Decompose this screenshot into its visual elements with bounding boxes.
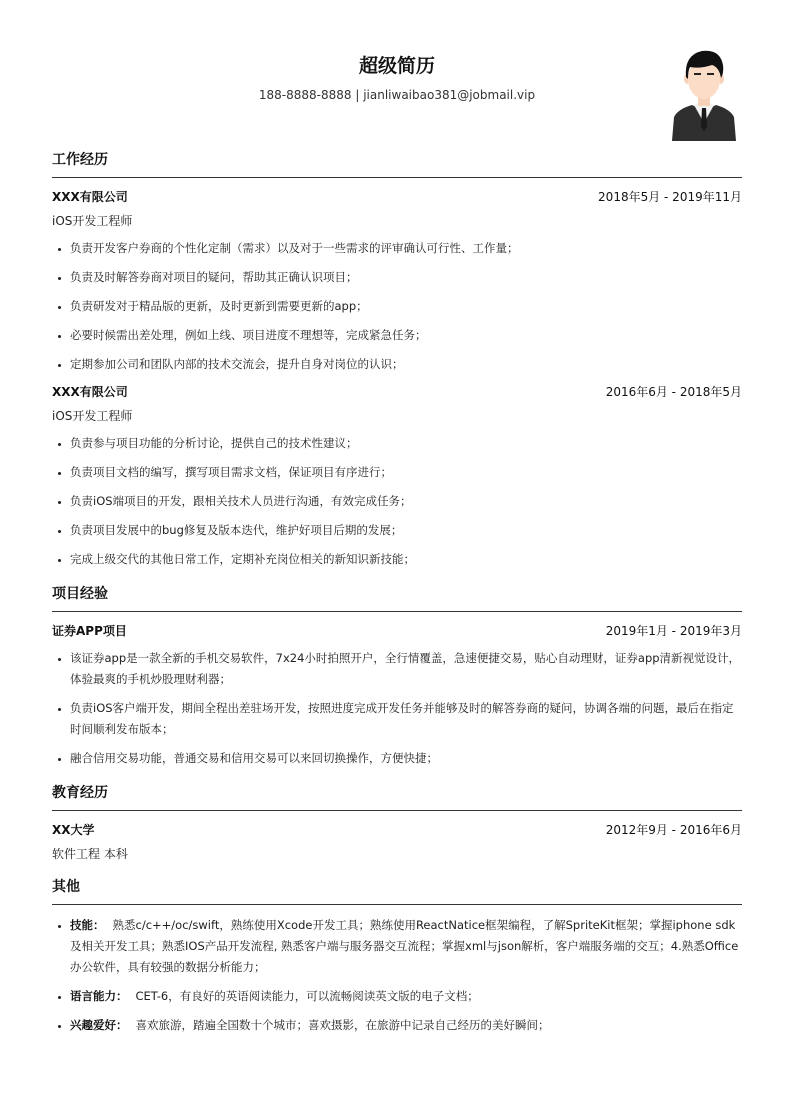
- major-degree: 软件工程 本科: [52, 847, 128, 861]
- list-item: [70, 1015, 742, 1036]
- list-item: [70, 986, 742, 1007]
- list-item: • 负责iOS客户端开发，期间全程出差驻场开发，按照进度完成开发任务并能够及时的解答券商的疑问，协调各端的问题，最后在指定时间顺利发布版本；: [70, 698, 742, 740]
- item-label: 兴趣爱好：: [70, 1018, 128, 1032]
- list-item: • 负责及时解答券商对项目的疑问，帮助其正确认识项目；: [70, 267, 742, 288]
- contact-info: 188-8888-8888 | jianliwaibao381@jobmail.vip: [258, 88, 536, 102]
- company-name: XXX有限公司: [52, 385, 128, 399]
- other-section: [52, 877, 742, 1036]
- item-text: CET-6，有良好的英语阅读能力，可以流畅阅读英文版的电子文档；: [135, 989, 479, 1003]
- entry-header: [52, 383, 742, 401]
- list-item: • 负责开发客户券商的个性化定制（需求）以及对于一些需求的评审确认可行性、工作量；: [70, 238, 742, 259]
- resume-name: 超级简历: [358, 55, 435, 77]
- education-section: [52, 783, 742, 863]
- other-list: [52, 915, 742, 1036]
- work-entry: [52, 188, 742, 375]
- section-title-education: 教育经历: [52, 783, 742, 811]
- entry-date: 2018年5月 - 2019年11月: [598, 190, 742, 204]
- entry-date: 2016年6月 - 2018年5月: [605, 385, 742, 399]
- entry-header: [52, 821, 742, 839]
- list-item: • 负责研发对于精品版的更新，及时更新到需要更新的app；: [70, 296, 742, 317]
- resume-content: [52, 150, 742, 1050]
- project-detail-list: [52, 648, 742, 769]
- project-name: 证券APP项目: [52, 624, 127, 638]
- list-item: • 该证券app是一款全新的手机交易软件，7x24小时拍照开户，全行情覆盖，急速便捷交易，贴心自动理财，证券app清新视觉设计，体验最爽的手机炒股理财利器；: [70, 648, 742, 690]
- entry-header: [52, 622, 742, 640]
- list-item: • 定期参加公司和团队内部的技术交流会，提升自身对岗位的认识；: [70, 354, 742, 375]
- job-role: iOS开发工程师: [52, 214, 133, 228]
- entry-header: [52, 188, 742, 206]
- duty-list: [52, 433, 742, 570]
- entry-date: 2019年1月 - 2019年3月: [605, 624, 742, 638]
- item-text: 喜欢旅游，踏遍全国数十个城市；喜欢摄影，在旅游中记录自己经历的美好瞬间；: [135, 1018, 550, 1032]
- item-label: 语言能力：: [70, 989, 128, 1003]
- list-item: • 完成上级交代的其他日常工作，定期补充岗位相关的新知识新技能；: [70, 549, 742, 570]
- list-item: • 负责项目发展中的bug修复及版本迭代，维护好项目后期的发展；: [70, 520, 742, 541]
- section-title-projects: 项目经验: [52, 584, 742, 612]
- company-name: XXX有限公司: [52, 190, 128, 204]
- list-item: • 负责iOS端项目的开发，跟相关技术人员进行沟通，有效完成任务；: [70, 491, 742, 512]
- work-section: [52, 150, 742, 570]
- school-name: XX大学: [52, 823, 95, 837]
- list-item: • 负责项目文档的编写，撰写项目需求文档，保证项目有序进行；: [70, 462, 742, 483]
- education-entry: [52, 821, 742, 863]
- project-section: [52, 584, 742, 769]
- list-item: • 负责参与项目功能的分析讨论，提供自己的技术性建议；: [70, 433, 742, 454]
- list-item: • 必要时候需出差处理，例如上线、项目进度不理想等，完成紧急任务；: [70, 325, 742, 346]
- section-title-other: 其他: [52, 877, 742, 905]
- entry-date: 2012年9月 - 2016年6月: [605, 823, 742, 837]
- section-title-work: 工作经历: [52, 150, 742, 178]
- avatar: [670, 45, 738, 141]
- list-item: [70, 915, 742, 978]
- item-text: 熟悉c/c++/oc/swift，熟练使用Xcode开发工具；熟练使用ReactNatice框架编程，了解SpriteKit框架；掌握iphone sdk及相关开发工具；熟悉IOS产品开发流程, 熟悉客户端与服务器交互流程；掌握xml与json解析，客户端服务端的交互；4.熟悉Office办公软件，具有较强的数据分析能力；: [70, 918, 739, 974]
- duty-list: [52, 238, 742, 375]
- project-entry: [52, 622, 742, 769]
- list-item: • 融合信用交易功能，普通交易和信用交易可以来回切换操作，方便快捷；: [70, 748, 742, 769]
- job-role: iOS开发工程师: [52, 409, 133, 423]
- item-label: 技能：: [70, 918, 105, 932]
- work-entry: [52, 383, 742, 570]
